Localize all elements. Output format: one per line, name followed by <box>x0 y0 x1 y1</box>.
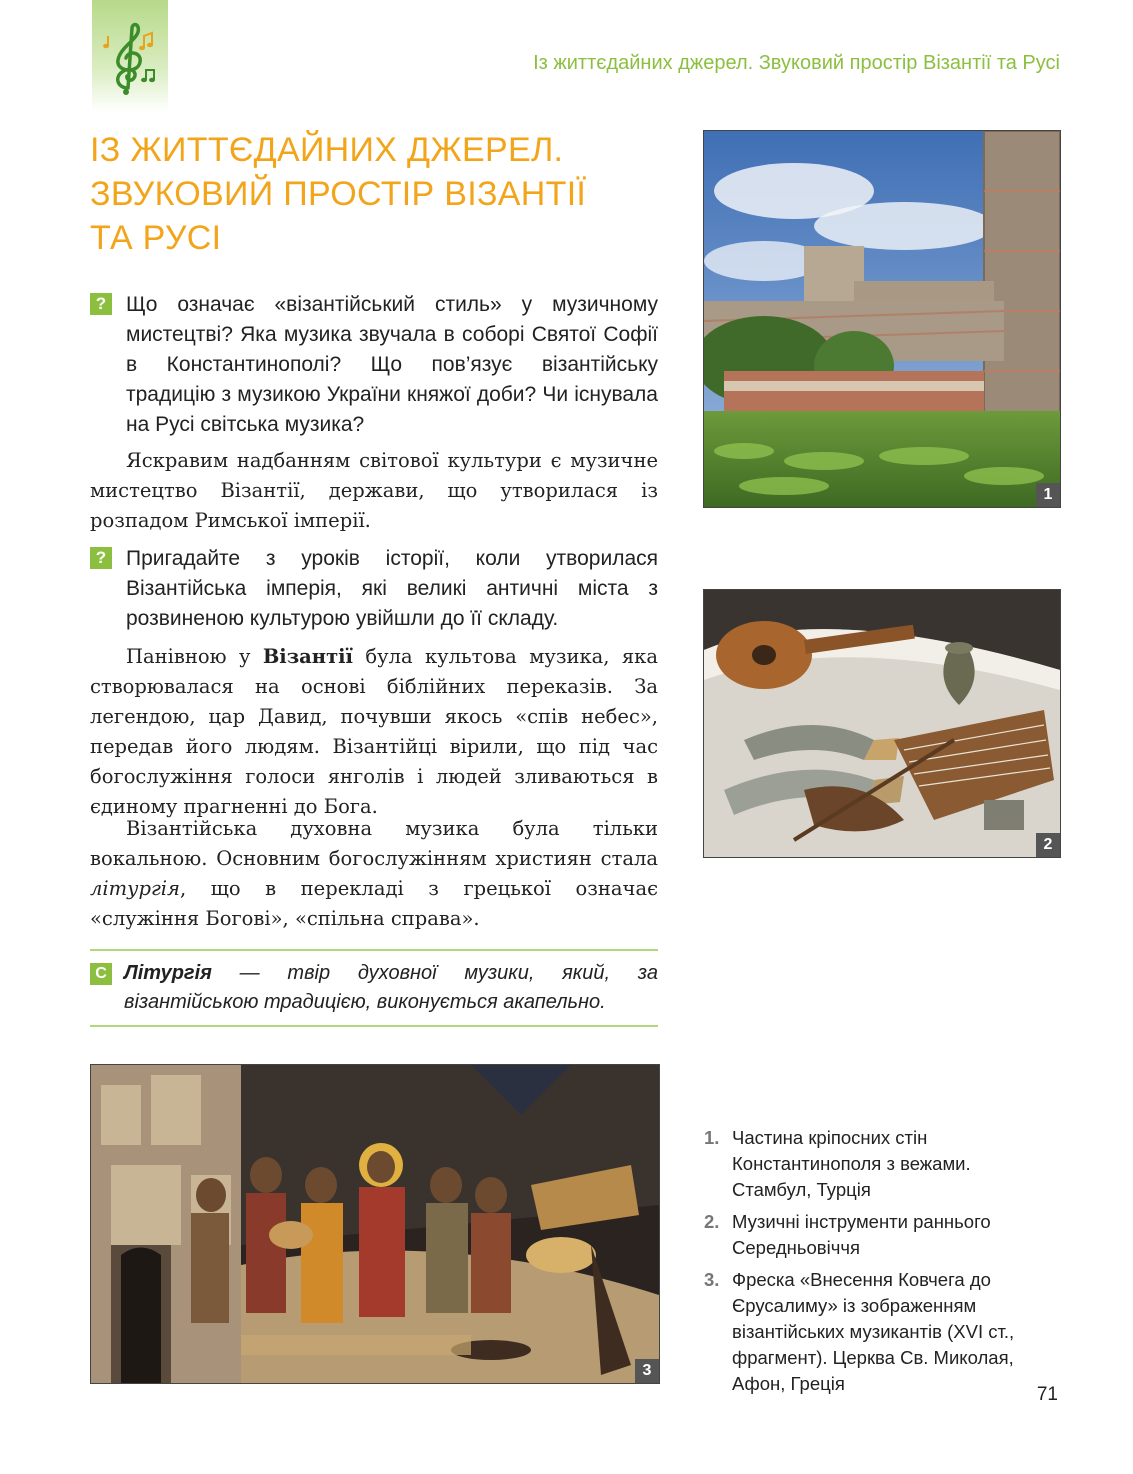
running-header: Із життєдайних джерел. Звуковий простір Візантії та Русі <box>533 52 1060 74</box>
question-icon: ? <box>90 293 112 315</box>
paragraph-text: Панівною у <box>126 645 263 668</box>
figure-badge-3: 3 <box>635 1359 659 1383</box>
italic-term-liturgy: літургія <box>90 877 180 900</box>
paragraph-text: Візантійська духовна музика була тільки вокальною. Основним богослужінням християн стала <box>90 817 658 870</box>
paragraph-text: , що в перекладі з грецької означає «служіння Богові», «спільна справа». <box>90 877 658 930</box>
photo-fresco <box>90 1064 660 1384</box>
question-block-1 <box>90 290 658 440</box>
page-number: 71 <box>1036 1384 1058 1405</box>
caption-item <box>704 1267 1049 1397</box>
fresco-photo-image <box>91 1065 659 1383</box>
walls-photo-image <box>704 131 1060 507</box>
caption-number: 1. <box>704 1127 720 1148</box>
caption-text: Музичні інструменти раннього Середньовіччя <box>732 1211 991 1258</box>
photo-constantinople-walls <box>703 130 1061 508</box>
question-text-2: Пригадайте з уроків історії, коли утворилася Візантійська імперія, які великі античні міста з розвиненою культурою увійшли до її складу. <box>126 547 658 630</box>
definition-term: Літургія <box>124 962 212 984</box>
body-paragraph-2 <box>90 642 658 822</box>
question-block-2 <box>90 544 658 634</box>
definition-box <box>90 949 658 1027</box>
caption-text: Частина кріпосних стін Константинополя з вежами. Стамбул, Турція <box>732 1127 971 1200</box>
figure-badge-2: 2 <box>1036 833 1060 857</box>
caption-number: 2. <box>704 1211 720 1232</box>
question-text-1: Що означає «візантійський стиль» у музичному мистецтві? Яка музика звучала в соборі Святої Софії в Константинополі? Що пов’язує візантійську традицію з музикою України княжої доби? Чи існувала на Русі світська музика? <box>126 293 658 436</box>
question-icon: ? <box>90 547 112 569</box>
caption-item <box>704 1125 1049 1203</box>
photo-medieval-instruments <box>703 589 1061 858</box>
definition-icon: С <box>90 963 112 985</box>
caption-number: 3. <box>704 1269 720 1290</box>
instruments-photo-image <box>704 590 1060 857</box>
body-paragraph-3 <box>90 814 658 934</box>
definition-body: — твір духовної музики, який, за візантійською традицією, виконується акапельно. <box>124 962 658 1013</box>
title-line-1: ІЗ ЖИТТЄДАЙНИХ ДЖЕРЕЛ. <box>90 131 564 169</box>
caption-text: Фреска «Внесення Ковчега до Єрусалиму» із зображенням візантійських музикантів (XVI ст., фрагмент). Церква Св. Миколая, Афон, Греція <box>732 1269 1015 1394</box>
figure-badge-1: 1 <box>1036 483 1060 507</box>
definition-text <box>124 959 658 1017</box>
bold-term-byzantium: Візантії <box>262 645 353 668</box>
figure-captions <box>704 1125 1049 1403</box>
paragraph-text: була культова музика, яка створювалася на основі біблійних переказів. За легендою, цар Давид, почувши якось «спів небес», передав його людям. Візантійці вірили, що під час богослужіння голоси янголів і людей зливаються в єдиному прагненні до Бога. <box>90 645 658 818</box>
title-line-3: ТА РУСІ <box>90 219 222 257</box>
caption-item <box>704 1209 1049 1261</box>
page-title <box>90 128 650 260</box>
body-paragraph-1: Яскравим надбанням світової культури є музичне мистецтво Візантії, держави, що утворилася із розпадом Римської імперії. <box>90 449 658 532</box>
corner-decoration <box>92 0 168 112</box>
treble-clef-icon <box>98 18 162 102</box>
title-line-2: ЗВУКОВИЙ ПРОСТІР ВІЗАНТІЇ <box>90 175 587 213</box>
